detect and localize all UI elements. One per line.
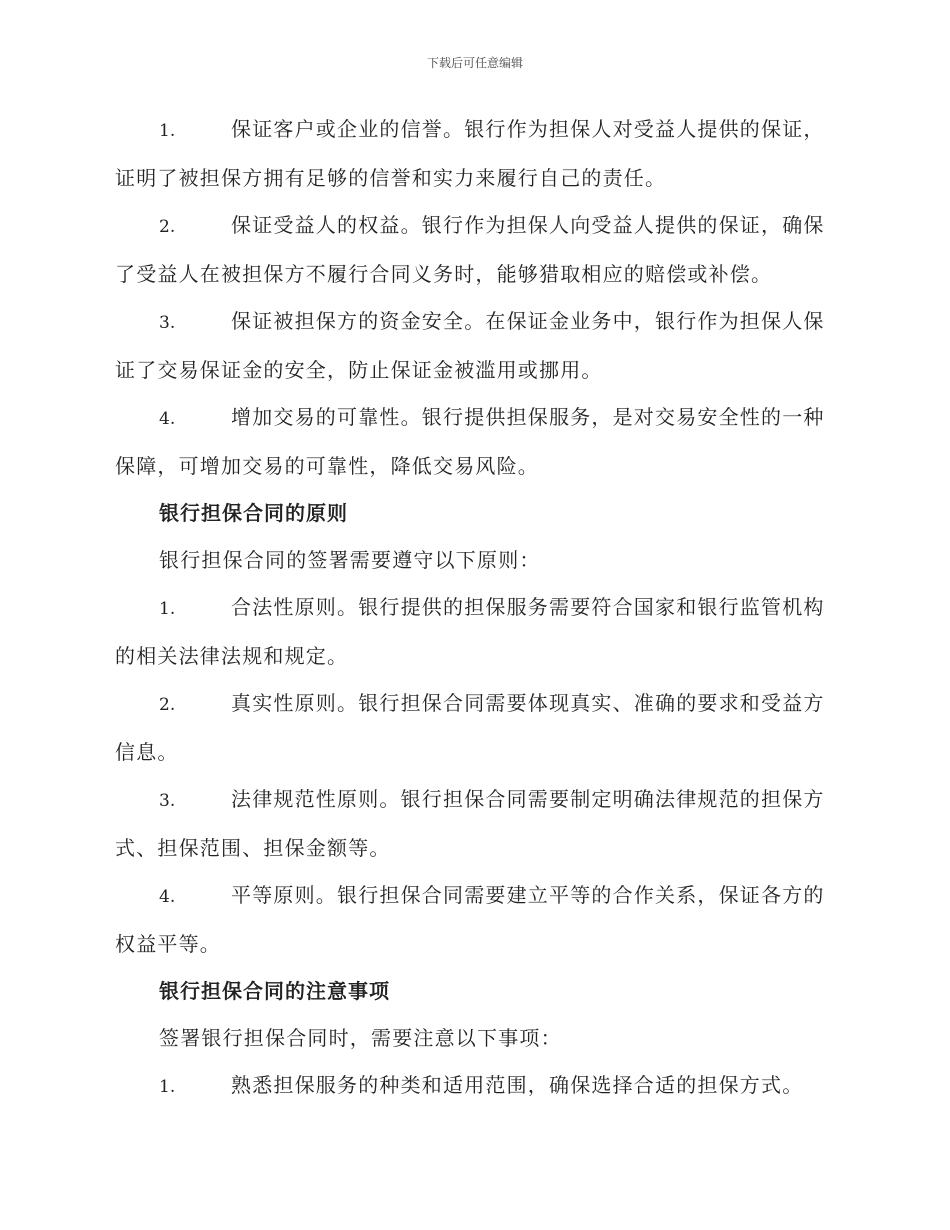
item-number: 1. [159, 1077, 176, 1097]
item-number: 3. [159, 313, 176, 333]
page-header: 下载后可任意编辑 [426, 56, 523, 70]
list-item [115, 776, 835, 872]
section-intro: 签署银行担保合同时，需要注意以下事项： [159, 1026, 562, 1050]
document-body [115, 106, 835, 1111]
item-text: 增加交易的可靠性。银行提供担保服务，是对交易安全性的一种保障，可增加交易的可靠性，降低交易风险。 [115, 405, 825, 478]
item-number: 3. [159, 791, 176, 811]
item-text: 保证被担保方的资金安全。在保证金业务中，银行作为担保人保证了交易保证金的安全，防止保证金被滥用或挪用。 [115, 309, 825, 382]
list-item [115, 584, 835, 680]
item-text: 平等原则。银行担保合同需要建立平等的合作关系，保证各方的权益平等。 [115, 883, 825, 956]
list-item [115, 872, 835, 968]
item-text: 保证客户或企业的信誉。银行作为担保人对受益人提供的保证，证明了被担保方拥有足够的信誉和实力来履行自己的责任。 [115, 117, 825, 190]
item-number: 1. [159, 121, 176, 141]
list-item [115, 298, 835, 394]
list-item [115, 202, 835, 298]
list-item [115, 106, 835, 202]
list-item [115, 680, 835, 776]
list-item [115, 1062, 835, 1111]
item-text: 保证受益人的权益。银行作为担保人向受益人提供的保证，确保了受益人在被担保方不履行合同义务时，能够猎取相应的赔偿或补偿。 [115, 213, 825, 286]
item-text: 合法性原则。银行提供的担保服务需要符合国家和银行监管机构的相关法律法规和规定。 [115, 595, 825, 668]
item-number: 2. [159, 695, 176, 715]
item-number: 2. [159, 217, 176, 237]
section-heading: 银行担保合同的原则 [159, 501, 348, 525]
section-intro: 银行担保合同的签署需要遵守以下原则： [159, 548, 541, 572]
item-text: 法律规范性原则。银行担保合同需要制定明确法律规范的担保方式、担保范围、担保金额等。 [115, 787, 825, 860]
item-number: 4. [159, 887, 176, 907]
list-item [115, 394, 835, 490]
section-heading: 银行担保合同的注意事项 [159, 979, 390, 1003]
item-text: 熟悉担保服务的种类和适用范围，确保选择合适的担保方式。 [231, 1073, 804, 1097]
item-number: 4. [159, 409, 176, 429]
item-number: 1. [159, 599, 176, 619]
item-text: 真实性原则。银行担保合同需要体现真实、准确的要求和受益方信息。 [115, 691, 825, 764]
